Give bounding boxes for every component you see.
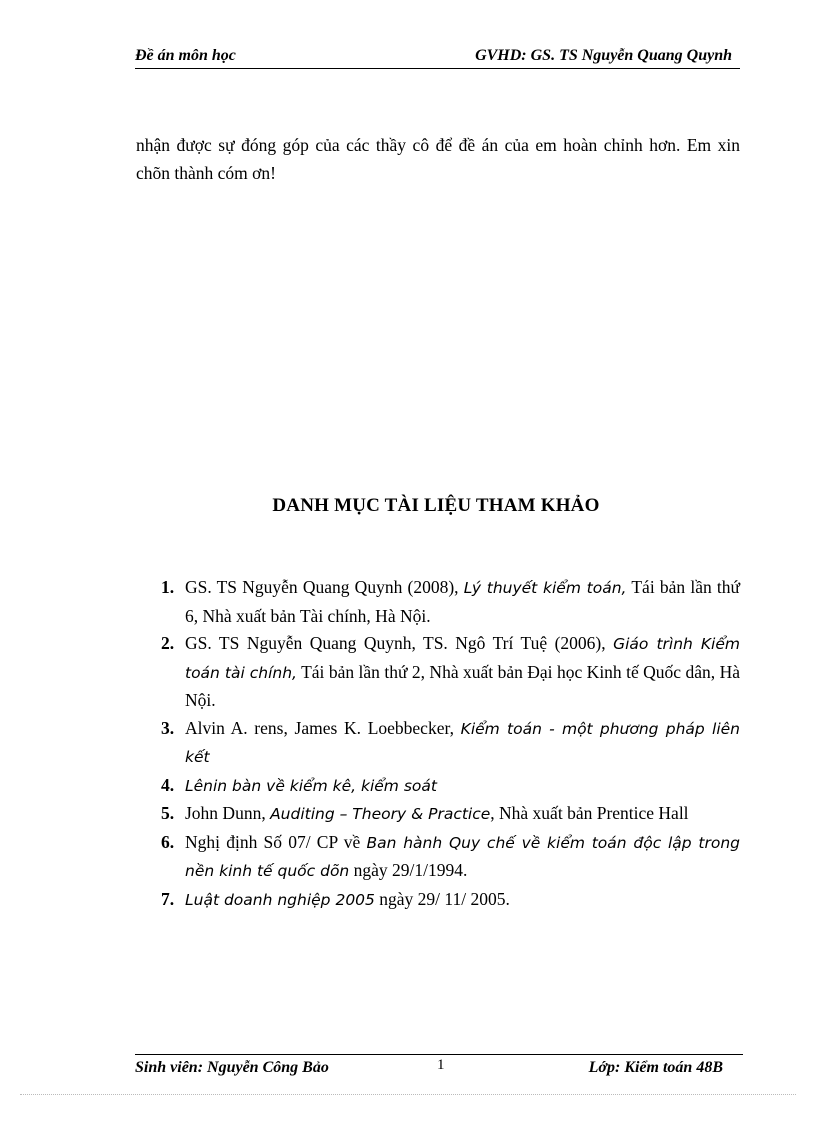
reference-text: GS. TS Nguyễn Quang Quynh, TS. Ngô Trí Tuệ (2006), — [185, 633, 614, 653]
reference-title: Kiểm toán - một phương pháp liên kết — [185, 719, 740, 766]
reference-details: Tái bản lần thứ 2, Nhà xuất bản Đại học Kinh tế Quốc dân, Hà Nội. — [185, 661, 740, 710]
reference-item — [155, 886, 740, 915]
header-course-label: Đề án môn học — [135, 47, 236, 64]
reference-details: Tái bản lần thứ 6, Nhà xuất bản Tài chính, Hà Nội. — [185, 577, 741, 626]
reference-details: ngày 29/ 11/ 2005. — [374, 888, 510, 909]
page-number: 1 — [437, 1057, 445, 1073]
reference-text: Alvin A. rens, James K. Loebbecker, — [185, 717, 461, 738]
references-list — [155, 574, 740, 914]
reference-item — [155, 574, 740, 630]
reference-title: Auditing – Theory & Practice — [270, 805, 491, 823]
page-bottom-divider — [20, 1094, 796, 1095]
reference-item — [155, 715, 740, 772]
reference-item — [155, 630, 740, 715]
header-supervisor: GVHD: GS. TS Nguyễn Quang Quynh — [475, 47, 732, 64]
footer-student: Sinh viên: Nguyễn Công Bảo — [135, 1059, 329, 1076]
reference-number: 7. — [161, 888, 175, 909]
reference-number: 4. — [161, 774, 175, 795]
footer-class: Lớp: Kiểm toán 48B — [588, 1059, 723, 1076]
reference-number: 6. — [161, 831, 175, 852]
reference-number: 1. — [161, 577, 175, 597]
reference-title: Luật doanh nghiệp 2005 — [185, 890, 375, 909]
reference-text: Nghị định Số 07/ CP về — [185, 831, 367, 852]
reference-title: Ban hành Quy chế về kiểm toán độc lập trong nền kinh tế quốc dõn — [185, 833, 740, 880]
reference-title: Lý thuyết kiểm toán, — [463, 579, 627, 597]
reference-details: , Nhà xuất bản Prentice Hall — [490, 803, 689, 823]
reference-number: 3. — [161, 717, 175, 738]
reference-number: 2. — [161, 633, 175, 653]
references-title: DANH MỤC TÀI LIỆU THAM KHẢO — [272, 495, 600, 516]
reference-title: Lênin bàn về kiểm kê, kiểm soát — [185, 776, 437, 795]
reference-number: 5. — [161, 803, 175, 823]
reference-item — [155, 772, 740, 801]
closing-paragraph: nhận được sự đóng góp của các thầy cô để đề án của em hoàn chỉnh hơn. Em xin chõn thành cóm ơn! — [136, 135, 740, 183]
reference-text: John Dunn, — [185, 803, 271, 823]
reference-text: GS. TS Nguyễn Quang Quynh (2008), — [185, 577, 464, 597]
reference-details: ngày 29/1/1994. — [349, 860, 468, 880]
reference-item — [155, 829, 740, 886]
reference-title: Giáo trình Kiểm toán tài chính, — [185, 635, 740, 682]
reference-item — [155, 800, 740, 829]
page-header — [135, 44, 740, 69]
page-footer — [135, 1054, 743, 1081]
